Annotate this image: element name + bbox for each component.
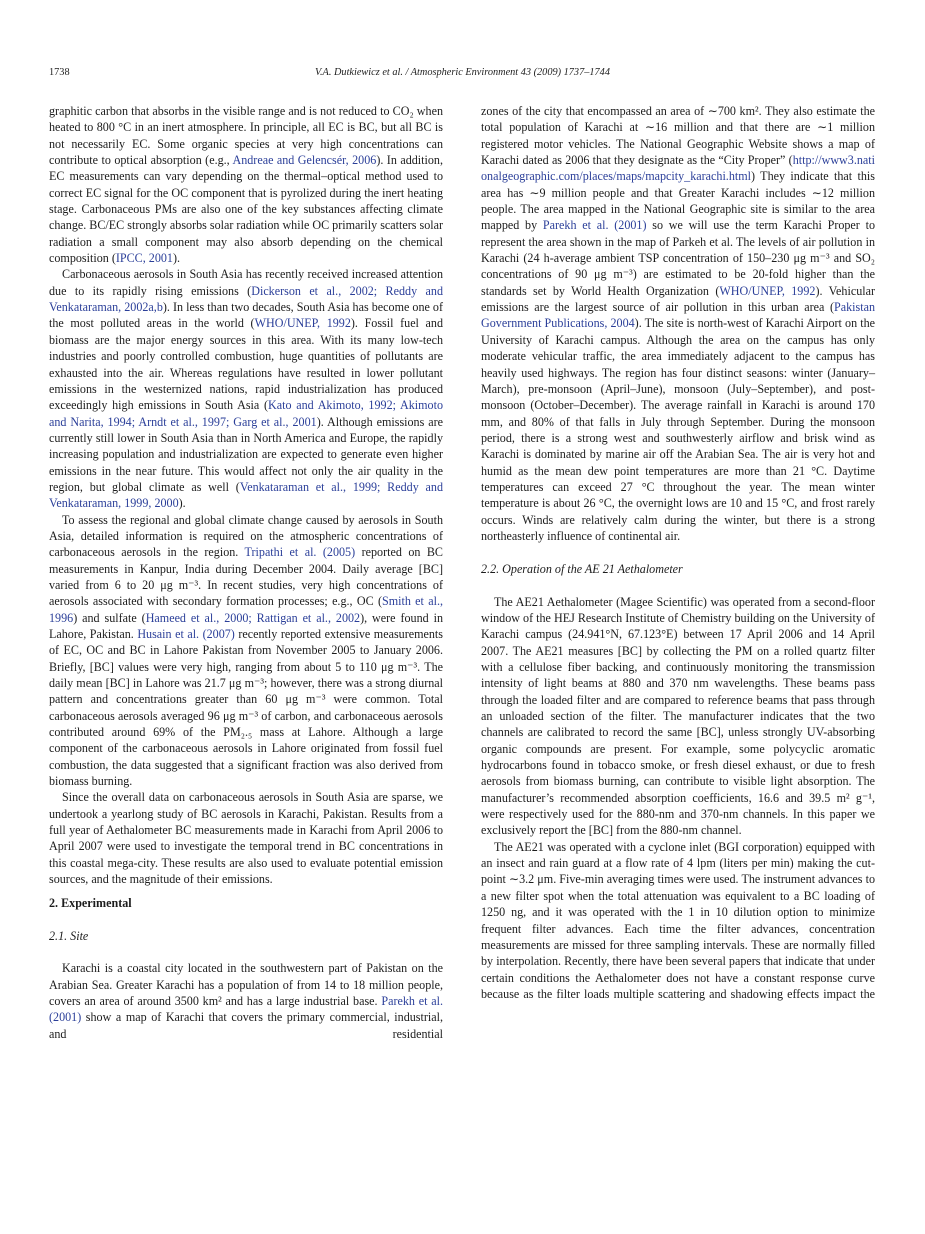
subsection-heading-aethalometer: 2.2. Operation of the AE 21 Aethalometer — [481, 562, 683, 577]
section-heading-experimental: 2. Experimental — [49, 895, 132, 910]
text-run: Since the overall data on carbonaceous aerosols in South Asia are sparse, we undertook a yearlong study of BC aerosols in Karachi, Pakistan. Results from a full year of Aethalometer BC measurements made in Karachi from April 2006 to April 2007 were used to investigate the temporal trend in BC concentrations in this coastal mega-city. These results are also used to evaluate potential emission sources, and the magnitude of their emissions. — [49, 790, 443, 887]
text-run: ), were found in Lahore, Pakistan. — [49, 610, 444, 641]
citation-link[interactable]: Venkataraman et al., 1999; Reddy and Venkataraman, 1999, 2000 — [49, 479, 443, 511]
text-run: reported on BC measurements in Kanpur, India during December 2004. Daily average [BC] varied from 6 to 20 μg m⁻³. In recent studies, very high concentrations of aerosols associated with secondary formation processes; e.g., OC ( — [49, 545, 443, 609]
text-run: show a map of Karachi that covers the primary commercial, industrial, and residential — [49, 1010, 443, 1041]
citation-link[interactable]: Hameed et al., 2000; Rattigan et al., 2002 — [145, 610, 361, 625]
citation-link[interactable]: Andreae and Gelencsér, 2006 — [232, 153, 377, 168]
running-head: V.A. Dutkiewicz et al. / Atmospheric Environment 43 (2009) 1737–1744 — [315, 67, 610, 78]
citation-link[interactable]: IPCC, 2001 — [115, 251, 173, 266]
paragraph — [49, 960, 443, 1042]
paragraph — [49, 512, 443, 790]
citation-link[interactable]: Pakistan Government Publications, 2004 — [481, 300, 875, 331]
page-number: 1738 — [49, 67, 70, 78]
text-run: recently reported extensive measurements of EC, OC and BC in Lahore Pakistan from November 2005 to January 2006. Briefly, [BC] values were very high, ranging from about 5 to 110 μg m⁻³. The daily mean [BC] in Lahore was 21.7 μg m⁻³; however, there was a strong diurnal pattern and concentrations greater than 60 μg m⁻³ were common. Total carbonaceous aerosols averaged 96 μg m⁻³ of carbon, and carbonaceous aerosols contributed around 69% of the PM₂.₅ mass at Lahore. Although a large component of the carbonaceous aerosols in Lahore originated from fossil fuel combustion, the data suggested that a significant fraction was also derived from biomass burning. — [49, 627, 443, 789]
subsection-heading-site: 2.1. Site — [49, 928, 89, 943]
citation-link[interactable]: Dickerson et al., 2002; Reddy and Venkataraman, 2002a,b — [49, 283, 443, 315]
text-run: Karachi is a coastal city located in the southwestern part of Pakistan on the Arabian Sea. Greater Karachi has a population of from 14 to 18 million people, covers an area of around 3500 km² and has a large industrial base. — [49, 961, 443, 1008]
text-run: graphitic carbon that absorbs in the visible range and is not reduced to CO₂ when heated to 800 °C in an inert atmosphere. In principle, all EC is BC, but all BC is not necessarily EC. Some organic species at very high concentrations can contribute to optical absorption (e.g., — [49, 104, 443, 168]
paragraph — [49, 266, 443, 511]
two-column-body — [49, 103, 876, 1042]
citation-link[interactable]: Kato and Akimoto, 1992; Akimoto and Narita, 1994; Arndt et al., 1997; Garg et al., 2001 — [49, 398, 444, 429]
text-run: ). In addition, EC measurements can vary depending on the thermal–optical method used to correct EC signal for the OC component that is pyrolized during the inert heating stage. Carbonaceous PMs are also one of the key substances affecting climate change. BC/EC strongly absorbs solar radiation while OC primarily scatters solar radiation a small component may also absorb depending on the chemical composition ( — [49, 153, 443, 266]
left-column — [49, 103, 443, 1042]
text-run: zones of the city that encompassed an area of ∼700 km². They also estimate the total population of Karachi at ∼16 million and that there are ∼1 million registered motor vehicles. The National Geographic Website shows a map of Karachi dated as 2006 that they designate as the “City Proper” ( — [481, 104, 875, 168]
citation-link[interactable]: Tripathi et al. (2005) — [244, 545, 356, 560]
citation-link[interactable]: Parekh et al. (2001) — [49, 993, 443, 1025]
text-run: ). — [172, 251, 181, 266]
citation-link[interactable]: WHO/UNEP, 1992 — [719, 283, 816, 298]
paragraph — [481, 839, 875, 1002]
paragraph — [49, 789, 443, 887]
text-run: ). The site is north-west of Karachi Airport on the University of Karachi campus. Although the area on the campus has only moderate vehicular traffic, the area immediately adjacent to the campus has heavily used highways. The region has four distinct seasons: winter (January–March), pre-monsoon (April–June), monsoon (July–September), and post-monsoon (October–December). The average rainfall in Karachi is around 170 mm, and 80% of that falls in July through September. During the monsoon period, there is a strong west and southwesterly airflow and brisk wind as Karachi is dominated by marine air off the Arabian Sea. The air is very hot and humid as the mean dew point temperatures are more than 21 °C. Daytime temperatures can exceed 27 °C throughout the year. The mean winter temperature is about 26 °C, the overnight lows are 10 and 15 °C, and frost rarely occurs. Winds are relatively calm during the winter, but there is a strong northeasterly influence of continental air. — [481, 316, 875, 543]
text-run: ) They indicate that this area has ∼9 million people and that Greater Karachi includes ∼12 million people. The area mapped in the National Geographic site is similar to the area mapped by — [481, 169, 875, 233]
text-run: ). Although emissions are currently still lower in South Asia than in North America and Europe, the rapidly increasing population and industrialization are expected to generate even higher emissions in the near future. This would affect not only the air quality in the region, but global climate as well ( — [49, 414, 443, 494]
url-link[interactable]: http://www3.nationalgeographic.com/places/maps/mapcity_karachi.html — [481, 153, 875, 184]
citation-link[interactable]: Husain et al. (2007) — [137, 627, 235, 641]
text-run: The AE21 was operated with a cyclone inlet (BGI corporation) equipped with an insect and rain guard at a flow rate of 4 lpm (liters per min) making the cut-point ∼3.2 μm. Five-min averaging times were used. The instrument advances to a new filter spot when the total attenuation was equivalent to a BC loading of 1250 ng, and it was operated with the 1 in 10 dilution option to minimize frequent filter advances. Each time the filter advances, concentration measurements are missed for three sampling intervals. These are normally filled by interpolation. Recently, there have been several papers that indicate that under certain conditions the Aethalometer does not have a constant response curve because as the filter loads multiple scattering and shadowing effects impact the — [481, 839, 875, 1001]
text-run: so we will use the term Karachi Proper to represent the area shown in the map of Parkeh et al. The levels of air pollution in Karachi (24 h-average ambient TSP concentration of 150–230 μg m⁻³ and SO₂ concentrations of 90 μg m⁻³) are estimated to be 20-fold higher than the standards set by World Health Organization ( — [481, 218, 875, 298]
citation-link[interactable]: Parekh et al. (2001) — [542, 218, 647, 233]
text-run: Carbonaceous aerosols in South Asia has recently received increased attention due to its rapidly rising emissions ( — [49, 267, 443, 298]
right-column — [481, 103, 875, 1042]
page-header — [49, 67, 876, 81]
text-run: ). — [178, 496, 186, 511]
text-run: ). Fossil fuel and biomass are the major energy sources in this area. With its many low-tech industries and poorly controlled combustion, huge quantities of pollutants are exhausted into the air. Whereas regulations have resulted in lower pollutant emissions in the westernized nations, rapid industrialization has produced exceedingly high emissions in South Asia ( — [49, 316, 444, 413]
paragraph — [481, 594, 875, 839]
text-run: ) and sulfate ( — [73, 610, 146, 625]
paragraph — [49, 103, 443, 266]
text-run: The AE21 Aethalometer (Magee Scientific) was operated from a second-floor window of the HEJ Research Institute of Chemistry building on the University of Karachi campus (24.941°N, 67.123°E) between 17 April 2006 and 14 April 2007. The AE21 measures [BC] by collecting the PM on a rolled quartz filter with a cellulose fiber backing, and continuously monitoring the transmission intensity of light beams at 880 and 370 nm wavelengths. These beams pass through the loaded filter and are compared to reference beams that pass through an unloaded section of the filter. The manufacturer indicates that the two channels are calibrated to record the same [BC], unless strongly UV-absorbing organic compounds are present. For example, some polycyclic aromatic hydrocarbons found in tobacco smoke, or fresh diesel exhaust, or due to fresh aerosols from biomass burning, can contribute to visible light absorption. The manufacturer’s recommended absorption coefficients, 16.6 and 39.5 m² g⁻¹, were respectively used for the 880-nm and 370-nm channels. In this paper we exclusively report the [BC] from the 880-nm channel. — [481, 594, 875, 838]
citation-link[interactable]: Smith et al., 1996 — [49, 594, 443, 625]
text-run: ). Vehicular emissions are the largest source of air pollution in this urban area ( — [481, 283, 876, 315]
text-run: To assess the regional and global climate change caused by aerosols in South Asia, detailed information is required on the atmospheric concentrations of carbonaceous aerosols in the region. — [49, 512, 443, 560]
text-run: ). In less than two decades, South Asia has become one of the most polluted areas in the world ( — [49, 300, 443, 331]
citation-link[interactable]: WHO/UNEP, 1992 — [254, 316, 351, 331]
paragraph — [481, 103, 875, 544]
